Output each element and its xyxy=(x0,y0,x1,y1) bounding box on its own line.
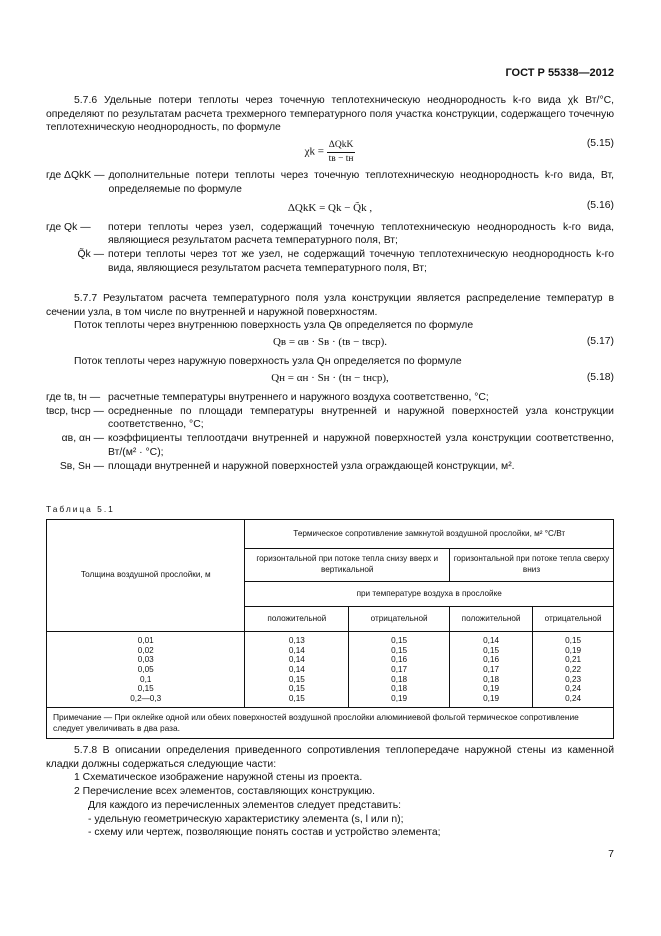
table-cell: 0,15 xyxy=(565,636,582,646)
header-negative-2: отрицательной xyxy=(533,607,614,632)
document-header: ГОСТ Р 55338—2012 xyxy=(505,67,614,79)
definition-desc: потери теплоты через тот же узел, не содержащий точечную теплотехническую неоднородность k-го вида, являющиеся результатом расчета температурного поля, Вт; xyxy=(108,249,614,274)
formula-5-15-denominator: tв − tн xyxy=(328,153,354,164)
table-5-1 xyxy=(46,519,614,739)
table-cell: 0,19 xyxy=(565,645,582,655)
table-cell: 0,15 xyxy=(137,684,154,694)
formula-5-18 xyxy=(46,369,614,391)
definition-qk xyxy=(46,221,614,248)
definition-term: αв, αн — xyxy=(61,433,104,445)
header-horizontal-down: горизонтальной при потоке тепла сверху вниз xyxy=(449,549,613,582)
table-cell: 0,19 xyxy=(483,684,500,694)
list-item-1: 1 Схематическое изображение наружной стены из проекта. xyxy=(74,772,363,784)
table-cell: 0,14 xyxy=(288,645,305,655)
definition-dqk xyxy=(46,169,614,196)
definition-desc: потери теплоты через узел, содержащий точечную теплотехническую неоднородность k-го вида, являющиеся результатом расчета температурного поля, Вт; xyxy=(108,221,614,247)
table-cell: 0,21 xyxy=(565,655,582,665)
section-5-7-7 xyxy=(46,292,614,473)
table-cell: 0,24 xyxy=(565,684,582,694)
document-page xyxy=(46,0,614,936)
paragraph-flow-in: Поток теплоты через внутреннюю поверхность узла Qв определяется по формуле xyxy=(74,320,474,332)
table-cell: 0,17 xyxy=(483,665,500,675)
section-5-7-8 xyxy=(46,744,614,840)
table-cell: 0,15 xyxy=(483,645,500,655)
column-down-positive xyxy=(449,632,532,708)
page-number: 7 xyxy=(608,848,614,860)
table-cell: 0,18 xyxy=(391,674,408,684)
table-cell: 0,15 xyxy=(391,645,408,655)
definition-desc: дополнительные потери теплоты через точечную теплотехническую неоднородность k-го вида, Вт, определяемые по формуле xyxy=(108,170,614,195)
table-cell: 0,14 xyxy=(288,665,305,675)
table-cell: 0,17 xyxy=(391,665,408,675)
column-up-negative xyxy=(349,632,450,708)
formula-5-16 xyxy=(46,197,614,221)
dash-item-2: - схему или чертеж, позволяющие понять состав и устройство элемента; xyxy=(88,827,441,839)
table-cell: 0,15 xyxy=(288,674,305,684)
formula-5-15-number: (5.15) xyxy=(586,138,614,150)
table-cell: 0,22 xyxy=(565,665,582,675)
definition-row xyxy=(46,391,614,405)
table-body xyxy=(47,632,614,708)
section-5-7-6 xyxy=(46,94,614,276)
definition-term: tвср, tнср — xyxy=(46,405,104,417)
table-cell: 0,14 xyxy=(288,655,305,665)
paragraph-5-7-7: 5.7.7 Результатом расчета температурного поля узла конструкции является распределение температур в сечении узла, в том числе по внутренней и наружной поверхностям. xyxy=(46,293,614,318)
definition-row xyxy=(46,405,614,432)
table-cell: 0,05 xyxy=(137,665,154,675)
definition-qtk xyxy=(46,248,614,275)
header-horizontal-up: горизонтальной при потоке тепла снизу вверх и вертикальной xyxy=(245,549,450,582)
definition-term: Sв, Sн — xyxy=(59,460,104,472)
definition-term: где Qk — xyxy=(46,221,91,233)
column-down-negative xyxy=(533,632,614,708)
formula-5-18-number: (5.18) xyxy=(586,371,614,383)
table-cell: 0,16 xyxy=(483,655,500,665)
formula-5-16-expr: ΔQkK = Qk − Q̃k , xyxy=(287,201,373,214)
table-cell: 0,02 xyxy=(137,645,154,655)
header-positive-2: положительной xyxy=(449,607,532,632)
paragraph-5-7-8: 5.7.8 В описании определения приведенного сопротивления теплопередаче наружной стены из каменной кладки должны содержаться следующие части: xyxy=(46,745,614,770)
formula-5-15-numerator: ΔQkK xyxy=(327,139,356,153)
header-negative-1: отрицательной xyxy=(349,607,450,632)
formula-5-17-number: (5.17) xyxy=(586,336,614,348)
table-cell: 0,1 xyxy=(140,674,152,684)
header-air-temperature: при температуре воздуха в прослойке xyxy=(245,582,614,607)
table-cell: 0,16 xyxy=(391,655,408,665)
definition-row xyxy=(46,460,614,474)
definition-term: где tв, tн — xyxy=(46,391,101,403)
table-cell: 0,13 xyxy=(288,636,305,646)
formula-5-18-expr: Qн = αн · Sн · (tн − tнср), xyxy=(271,371,389,384)
table-cell: 0,14 xyxy=(483,636,500,646)
table-cell: 0,15 xyxy=(288,684,305,694)
table-cell: 0,18 xyxy=(483,674,500,684)
list-item-2: 2 Перечисление всех элементов, составляющих конструкцию. xyxy=(74,786,375,798)
definition-desc: площади внутренней и наружной поверхностей узла ограждающей конструкции, м². xyxy=(108,460,515,472)
list-item-2-subtitle: Для каждого из перечисленных элементов следует представить: xyxy=(88,799,401,811)
dash-item-1: - удельную геометрическую характеристику элемента (s, l или n); xyxy=(88,813,404,825)
table-cell: 0,19 xyxy=(483,694,500,704)
table-cell: 0,01 xyxy=(137,636,154,646)
column-thickness xyxy=(47,632,245,708)
column-up-positive xyxy=(245,632,349,708)
definition-desc: расчетные температуры внутреннего и наружного воздуха соответственно, °С; xyxy=(108,391,489,403)
table-cell: 0,23 xyxy=(565,674,582,684)
definition-desc: коэффициенты теплоотдачи внутренней и наружной поверхностей узла конструкции соответственно, Вт/(м² · °С); xyxy=(108,433,614,458)
table-cell: 0,18 xyxy=(391,684,408,694)
formula-5-17 xyxy=(46,333,614,355)
table-cell: 0,03 xyxy=(137,655,154,665)
formula-5-15-lhs: χk = xyxy=(304,145,324,158)
definition-row xyxy=(46,432,614,459)
definition-term: где ΔQkK — xyxy=(46,170,105,182)
header-thickness: Толщина воздушной прослойки, м xyxy=(47,520,245,632)
table-cell: 0,24 xyxy=(565,694,582,704)
formula-5-17-expr: Qв = αв · Sв · (tв − tвср). xyxy=(272,336,388,349)
header-positive-1: положительной xyxy=(245,607,349,632)
table-caption: Таблица 5.1 xyxy=(46,504,115,514)
paragraph-flow-out: Поток теплоты через наружную поверхность узла Qн определяется по формуле xyxy=(74,356,462,368)
definition-term: Q̃k — xyxy=(77,249,104,261)
formula-5-15 xyxy=(46,135,614,167)
paragraph-5-7-6: 5.7.6 Удельные потери теплоты через точечную теплотехническую неоднородность k-го вида χk Вт/°С, определяют по результатам расчета трехмерного температурного поля участка конструкции, содержащего точечную теплотехническую неоднородность, по формуле xyxy=(46,95,614,134)
table-cell: 0,2—0,3 xyxy=(130,694,162,704)
header-resistance: Термическое сопротивление замкнутой воздушной прослойки, м² °С/Вт xyxy=(245,520,614,549)
formula-5-16-number: (5.16) xyxy=(586,199,614,211)
definition-desc: осредненные по площади температуры внутренней и наружной поверхностей узла конструкции соответственно, °С; xyxy=(108,405,614,431)
table-cell: 0,19 xyxy=(391,694,408,704)
formula-5-15-fraction xyxy=(327,139,356,165)
table-cell: 0,15 xyxy=(391,636,408,646)
table-cell: 0,15 xyxy=(288,694,305,704)
table-5-1-block xyxy=(46,496,614,739)
table-note: Примечание — При оклейке одной или обеих поверхностей воздушной прослойки алюминиевой фольгой термическое сопротивление следует увеличивать в два раза. xyxy=(47,707,614,738)
